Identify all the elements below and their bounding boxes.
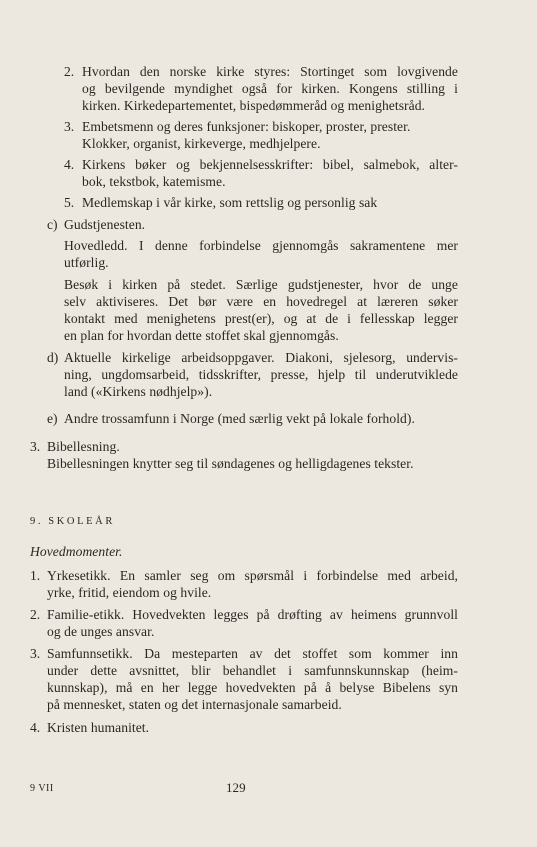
text-line: under dette avsnittet, blir behandlet i samfunnskunnskap (heim- — [47, 663, 458, 678]
section-label: e) — [47, 411, 58, 426]
list-number: 3. — [64, 119, 75, 134]
text-line: en plan for hvordan dette stoffet skal gjennomgås. — [64, 328, 339, 343]
text-line: Familie-etikk. Hovedvekten legges på drøfting av heimens grunnvoll — [47, 607, 458, 622]
text-line: Embetsmenn og deres funksjoner: biskoper, proster, prester. — [82, 119, 411, 134]
section-title: Bibellesning. — [47, 439, 120, 454]
text-line: kunnskap), må en her legge hovedvekten på å belyse Bibelens syn — [47, 680, 458, 695]
text-line: utførlig. — [64, 255, 109, 270]
list-number: 1. — [30, 568, 41, 583]
list-number: 4. — [30, 720, 41, 735]
list-number: 2. — [64, 64, 75, 79]
text-line: kontakt med menighetens prest(er), og at de i fellesskap legger — [64, 311, 458, 326]
page-number: 129 — [226, 780, 246, 795]
text-line: yrke, fritid, eiendom og hvile. — [47, 585, 212, 600]
subheading: Hovedmomenter. — [30, 544, 123, 559]
text-line: og de unges ansvar. — [47, 624, 155, 639]
text-line: ning, ungdomsarbeid, tidsskrifter, presse, hjelp til underutviklede — [64, 367, 458, 382]
list-number: 3. — [30, 439, 41, 454]
text-line: Bibellesningen knytter seg til søndagenes og helligdagenes tekster. — [47, 456, 414, 471]
text-line: på mennesket, staten og det internasjonale samarbeid. — [47, 697, 342, 712]
section-label: c) — [47, 217, 58, 232]
text-line: Klokker, organist, kirkeverge, medhjelpere. — [82, 136, 321, 151]
text-line: land («Kirkens nødhjelp»). — [64, 384, 213, 399]
text-line: Yrkesetikk. En samler seg om spørsmål i forbindelse med arbeid, — [47, 568, 458, 583]
text-line: Kirkens bøker og bekjennelsesskrifter: bibel, salmebok, alter- — [82, 157, 458, 172]
list-number: 4. — [64, 157, 75, 172]
text-line: Hovedledd. I denne forbindelse gjennomgås sakramentene mer — [64, 238, 458, 253]
chapter-heading: 9. SKOLEÅR — [30, 516, 115, 527]
text-line: Hvordan den norske kirke styres: Stortinget som lovgivende — [82, 64, 458, 79]
text-line: og bevilgende myndighet også for kirken. Kongens stilling i — [82, 81, 458, 96]
text-line: Aktuelle kirkelige arbeidsoppgaver. Diakoni, sjelesorg, undervis- — [64, 350, 458, 365]
text-line: Besøk i kirken på stedet. Særlige gudstjenester, hvor de unge — [64, 277, 458, 292]
text-line: kirken. Kirkedepartementet, bispedømmeråd og menighetsråd. — [82, 98, 426, 113]
text-line: Medlemskap i vår kirke, som rettslig og personlig sak — [82, 195, 378, 210]
section-label: d) — [47, 350, 59, 365]
list-number: 3. — [30, 646, 41, 661]
text-line: selv aktiviseres. Det bør være en hovedregel at læreren søker — [64, 294, 458, 309]
list-number: 5. — [64, 195, 75, 210]
text-line: Andre trossamfunn i Norge (med særlig vekt på lokale forhold). — [64, 411, 415, 426]
printer-signature: 9 VII — [30, 783, 54, 794]
section-title: Gudstjenesten. — [64, 217, 146, 232]
text-line: bok, tekstbok, katemisme. — [82, 174, 226, 189]
list-number: 2. — [30, 607, 41, 622]
text-line: Samfunnsetikk. Da mesteparten av det stoffet som kommer inn — [47, 646, 458, 661]
text-line: Kristen humanitet. — [47, 720, 150, 735]
